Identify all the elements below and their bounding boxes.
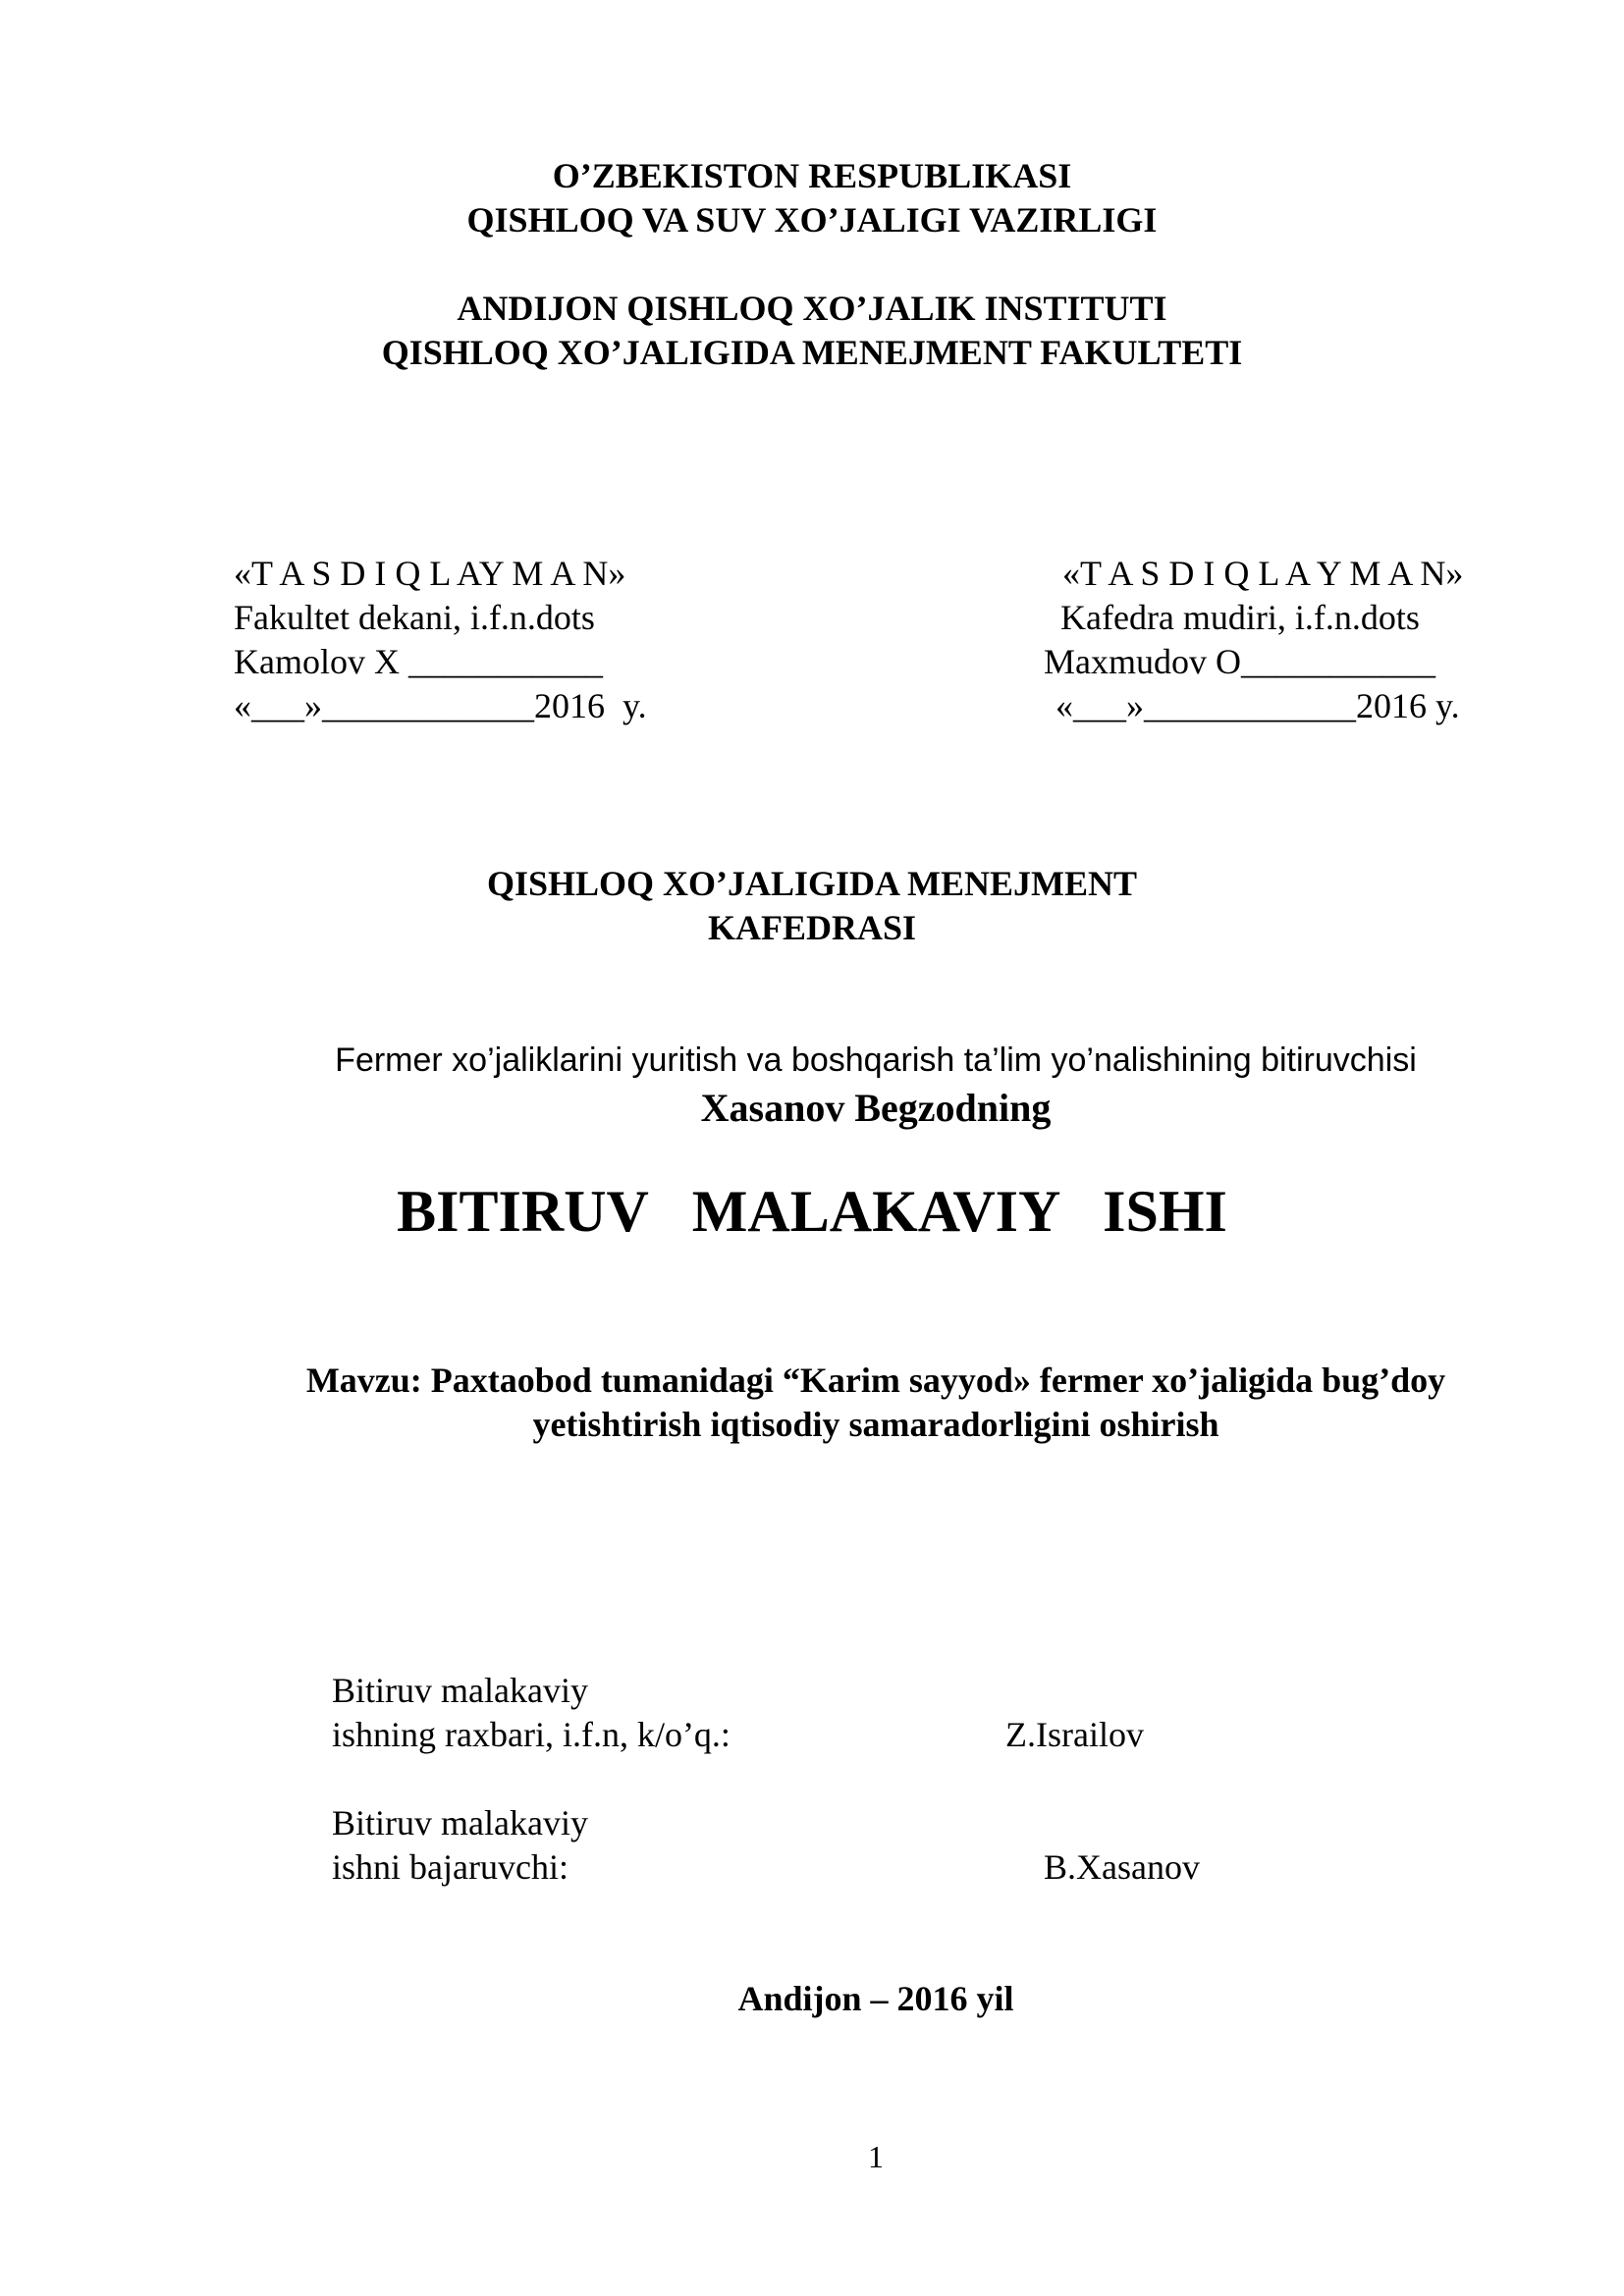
institute-line: ANDIJON QISHLOQ XO’JALIK INSTITUTI (457, 289, 1167, 328)
executor-label-2: ishni bajaruvchi: (332, 1847, 568, 1887)
approval-left-sign-line: ___________ (407, 642, 603, 681)
graduate-name: Xasanov Begzodning (700, 1086, 1052, 1130)
ministry-line-2: QISHLOQ VA SUV XO’JALIGI VAZIRLIGI (466, 200, 1158, 240)
ministry-line-1: O’ZBEKISTON RESPUBLIKASI (552, 156, 1072, 195)
faculty-line: QISHLOQ XO’JALIGIDA MENEJMENT FAKULTETI (381, 333, 1243, 372)
supervisor-name: Z.Israilov (1005, 1715, 1144, 1754)
approval-left-position: Fakultet dekani, i.f.n.dots (234, 598, 595, 637)
topic-line-1: Mavzu: Paxtaobod tumanidagi “Karim sayyod» fermer xo’jaligida bug’doy (305, 1361, 1446, 1400)
approval-right-sign-line: ___________ (1241, 642, 1435, 681)
graduate-program: Fermer xo’jaliklarini yuritish va boshqarish ta’lim yo’nalishining bitiruvchisi (335, 1041, 1417, 1079)
executor-name: B.Xasanov (1044, 1847, 1200, 1887)
approval-right-date: «___»____________2016 y. (1056, 686, 1460, 725)
approval-right-name-row (1044, 640, 1435, 684)
approval-left-date: «___»____________2016 y. (234, 686, 647, 725)
supervisor-label-1: Bitiruv malakaviy (332, 1671, 588, 1710)
supervisor-label-2: ishning raxbari, i.f.n, k/o’q.: (332, 1715, 731, 1754)
approval-right-name: Maxmudov O (1044, 642, 1241, 681)
approval-left-name-row (234, 640, 603, 684)
city-year: Andijon – 2016 yil (737, 1979, 1014, 2018)
department-line-1: QISHLOQ XO’JALIGIDA MENEJMENT (486, 864, 1138, 903)
page-number: 1 (868, 2139, 884, 2174)
work-title: BITIRUV MALAKAVIY ISHI (397, 1179, 1227, 1244)
topic-line-2: yetishtirish iqtisodiy samaradorligini oshirish (532, 1405, 1219, 1444)
approval-right-title: «T A S D I Q L A Y M A N» (1062, 554, 1464, 593)
executor-label-1: Bitiruv malakaviy (332, 1803, 588, 1842)
approval-left-title: «T A S D I Q L AY M A N» (234, 554, 626, 593)
department-line-2: KAFEDRASI (707, 908, 917, 947)
approval-right-position: Kafedra mudiri, i.f.n.dots (1060, 598, 1420, 637)
approval-left-name: Kamolov X (234, 642, 400, 681)
